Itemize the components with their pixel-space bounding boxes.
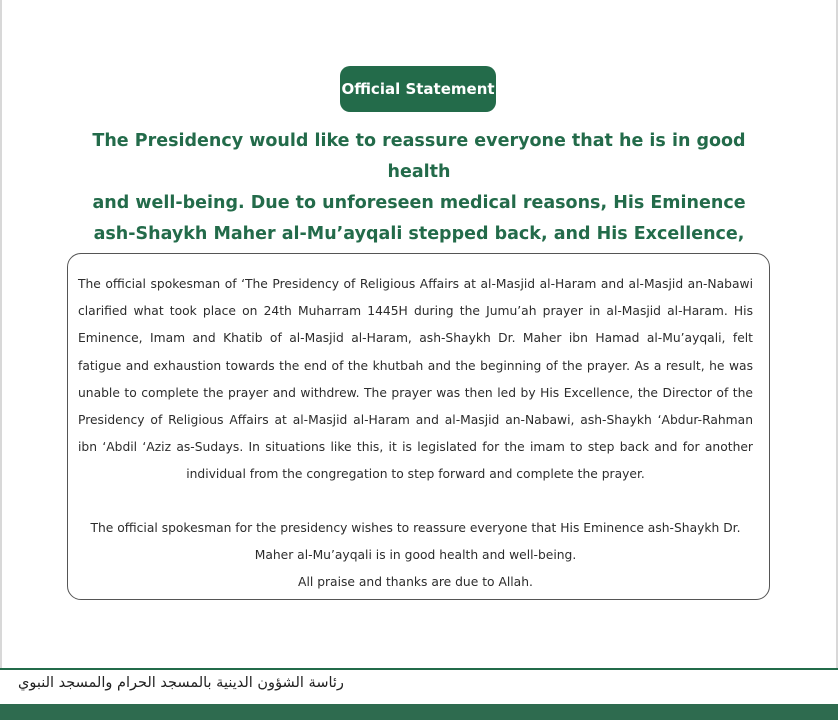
- statement-paragraph-2: The official spokesman for the presidency wishes to reassure everyone that His Eminence ash-Shaykh Dr. Maher al-Mu’ayqali is in good health and well-being.: [90, 520, 741, 562]
- page-border-left: [0, 0, 2, 668]
- footer-divider: [0, 668, 838, 670]
- footer-organization-name: رئاسة الشؤون الدينية بالمسجد الحرام والمسجد النبوي: [18, 675, 344, 691]
- official-statement-badge: [340, 66, 496, 112]
- statement-paragraph-3: All praise and thanks are due to Allah.: [298, 575, 533, 590]
- headline-line-3: ash-Shaykh Maher al-Mu’ayqali stepped back, and His Excellence,: [93, 224, 745, 244]
- footer-bar: [0, 704, 838, 720]
- headline-line-1: The Presidency would like to reassure everyone that he is in good health: [92, 131, 746, 182]
- headline: [60, 126, 778, 250]
- statement-box: [67, 253, 770, 600]
- statement-paragraph-1: The official spokesman of ‘The Presidency of Religious Affairs at al-Masjid al-Haram and al-Masjid an-Nabawi clarified what took place on 24th Muharram 1445H during the Jumu’ah prayer in al-Masjid al-Haram. His Eminence, Imam and Khatib of al-Masjid al-Haram, ash-Shaykh Dr. Maher ibn Hamad al-Mu’ayqali, felt fatigue and exhaustion towards the end of the khutbah and the beginning of the prayer. As a result, he was unable to complete the prayer and withdrew. The prayer was then led by His Excellence, the Director of the Presidency of Religious Affairs at al-Masjid al-Haram and al-Masjid an-Nabawi, ash-Shaykh ‘Abdur-Rahman ibn ‘Abdil ‘Aziz as-Sudays. In situations like this, it is legislated for the imam to step back and for another individual from the congregation to step forward and complete the prayer.: [78, 277, 753, 482]
- badge-label: Official Statement: [341, 80, 495, 98]
- headline-line-2: and well-being. Due to unforeseen medical reasons, His Eminence: [92, 193, 746, 213]
